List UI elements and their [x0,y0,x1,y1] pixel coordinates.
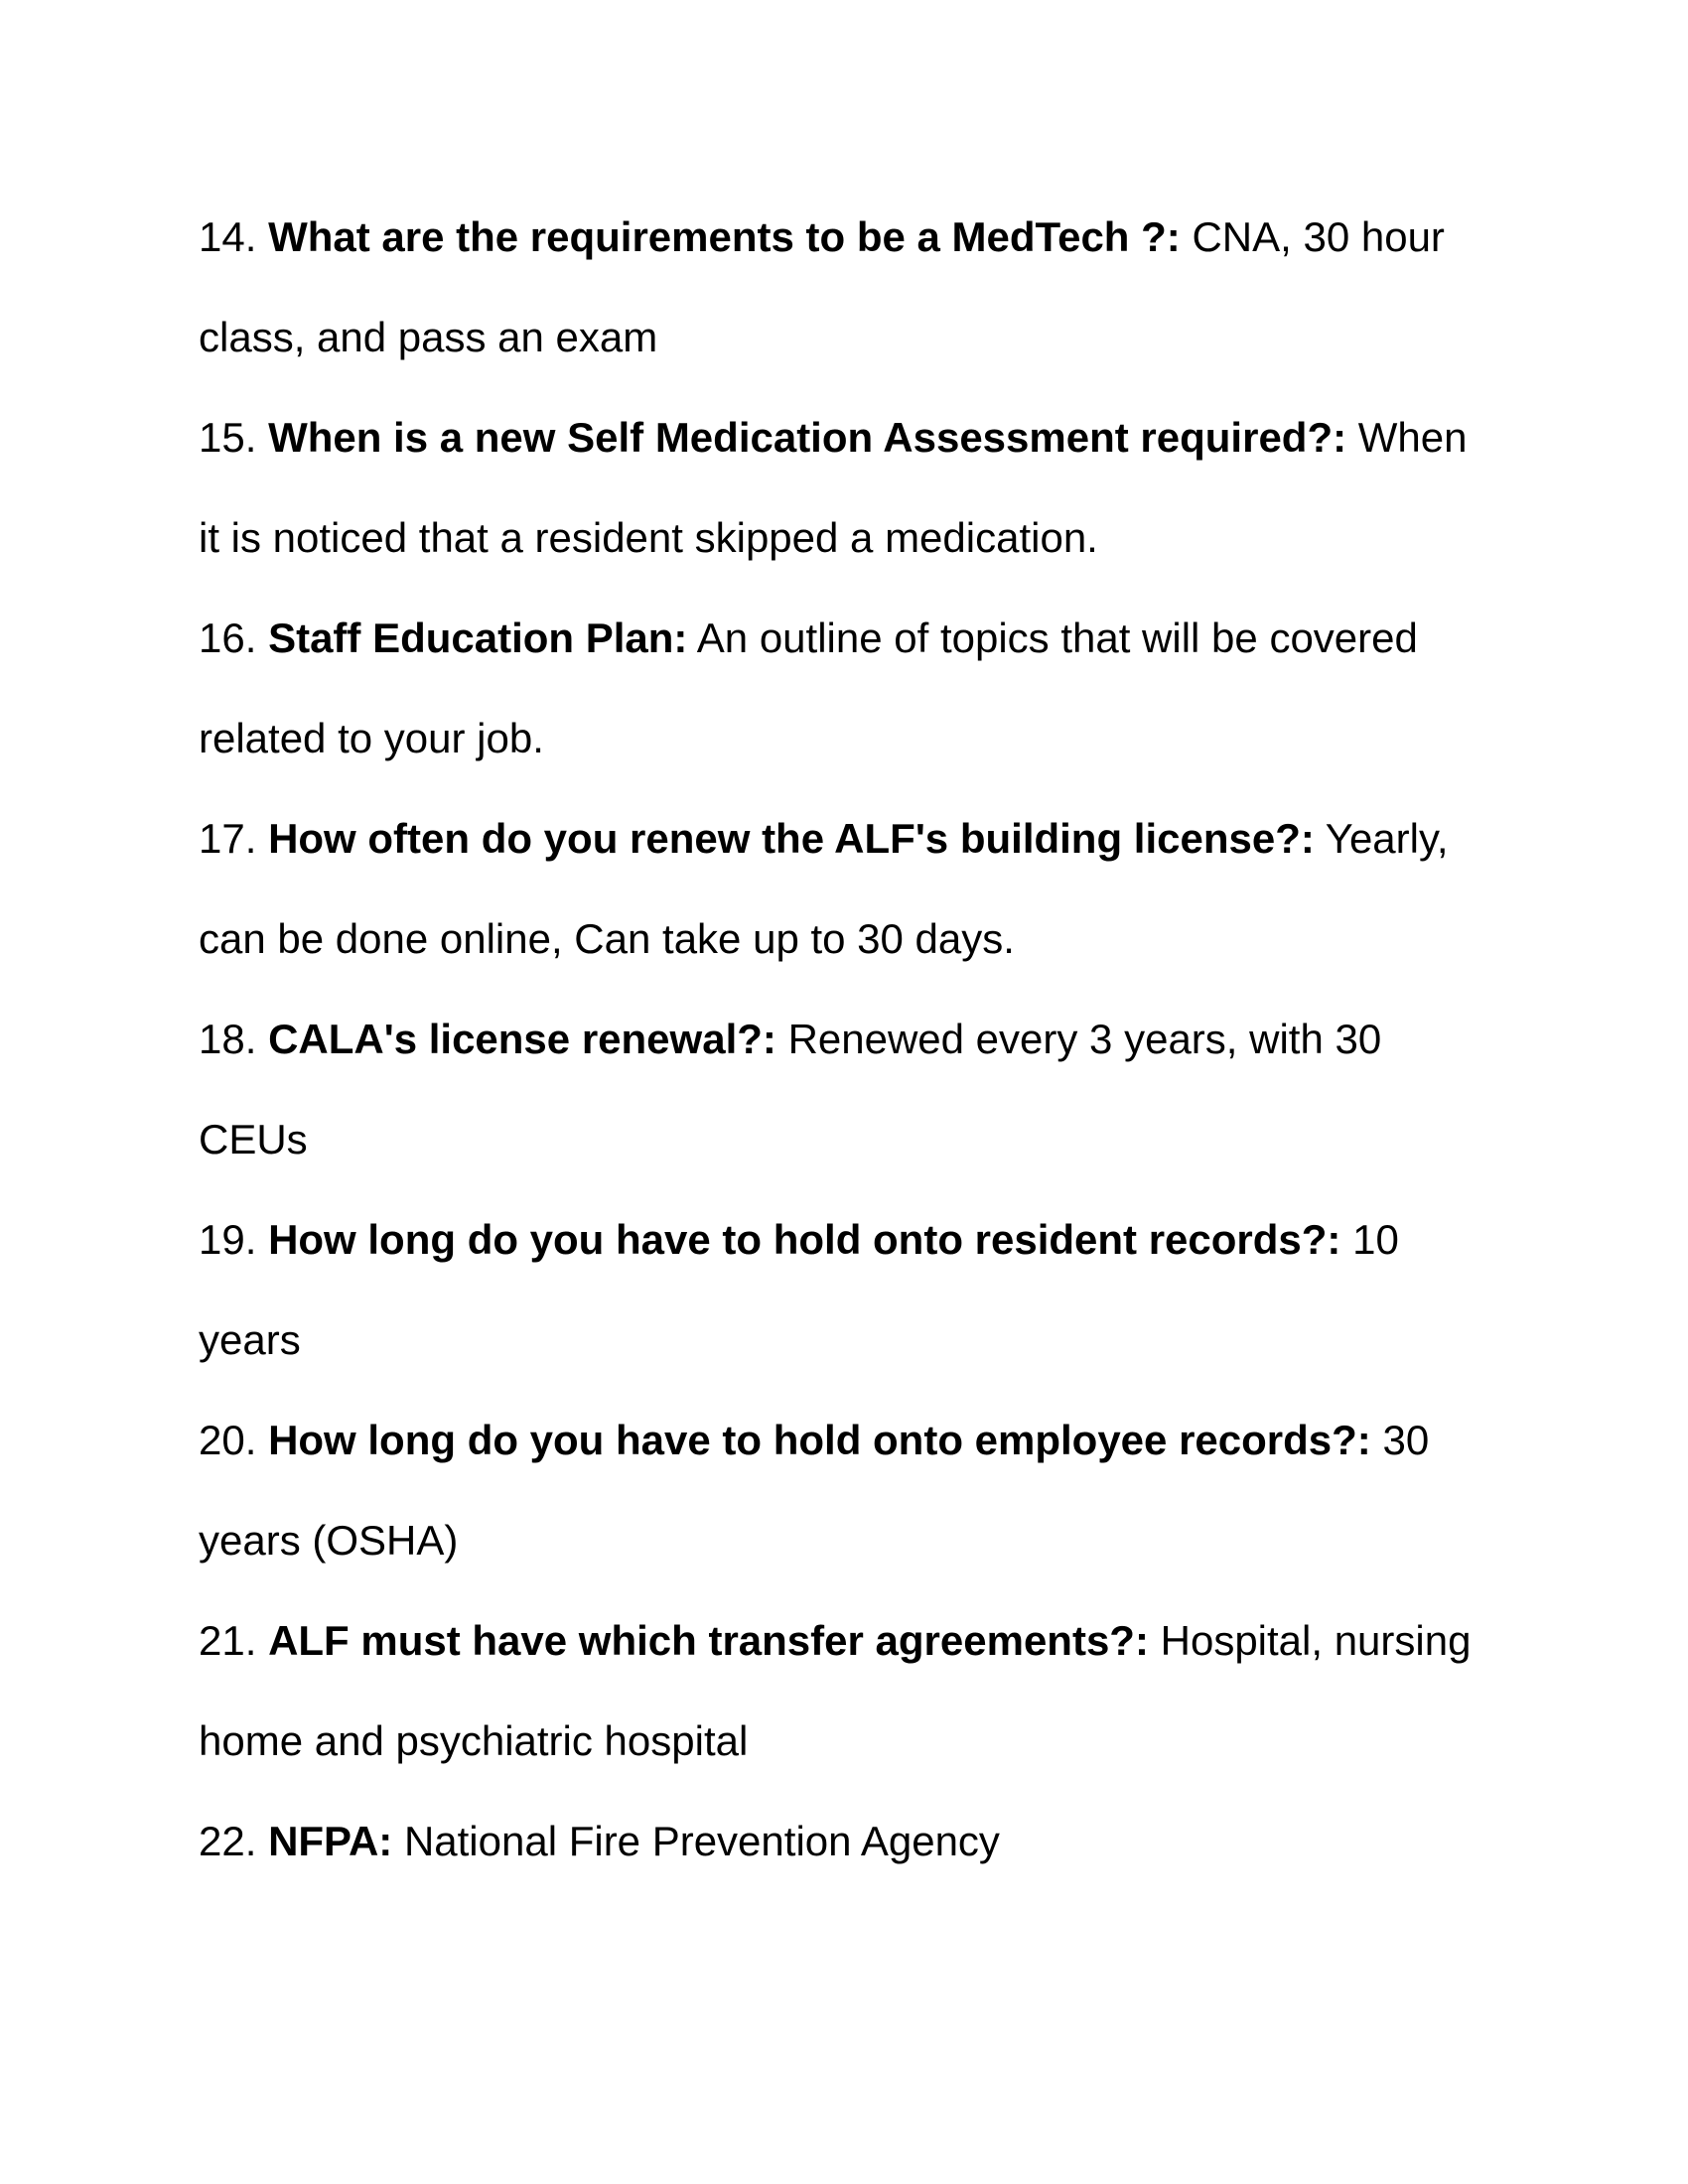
item-number: 22. [199,1818,257,1864]
item-term: What are the requirements to be a MedTech ?: [268,213,1181,260]
qa-list [199,187,1489,1891]
qa-item-20 [199,1390,1489,1590]
item-definition: An outline of topics that will be covered related to your job. [199,614,1418,761]
qa-item-22 [199,1791,1489,1891]
qa-item-21 [199,1590,1489,1791]
item-definition: Hospital, nursing home and psychiatric hospital [199,1617,1472,1764]
item-number: 18. [199,1016,257,1062]
item-number: 20. [199,1417,257,1463]
item-definition: When it is noticed that a resident skipped a medication. [199,414,1468,561]
item-definition: Renewed every 3 years, with 30 CEUs [199,1016,1382,1162]
item-number: 15. [199,414,257,461]
item-term: How long do you have to hold onto resident records?: [268,1216,1341,1263]
qa-item-19 [199,1189,1489,1390]
item-number: 19. [199,1216,257,1263]
item-term: ALF must have which transfer agreements?: [268,1617,1149,1664]
item-term: When is a new Self Medication Assessment required?: [268,414,1347,461]
item-number: 21. [199,1617,257,1664]
qa-item-17 [199,788,1489,989]
qa-item-14 [199,187,1489,387]
item-definition: Yearly, can be done online, Can take up to 30 days. [199,815,1449,962]
item-term: How long do you have to hold onto employee records?: [268,1417,1371,1463]
item-number: 14. [199,213,257,260]
item-definition: CNA, 30 hour class, and pass an exam [199,213,1445,360]
item-term: NFPA: [268,1818,393,1864]
qa-item-15 [199,387,1489,588]
item-number: 17. [199,815,257,862]
qa-item-16 [199,588,1489,788]
item-term: CALA's license renewal?: [268,1016,776,1062]
item-term: Staff Education Plan: [268,614,688,661]
item-number: 16. [199,614,257,661]
item-definition: 30 years (OSHA) [199,1417,1430,1564]
qa-item-18 [199,989,1489,1189]
item-definition: 10 years [199,1216,1399,1363]
item-term: How often do you renew the ALF's building license?: [268,815,1315,862]
item-definition: National Fire Prevention Agency [403,1818,1000,1864]
